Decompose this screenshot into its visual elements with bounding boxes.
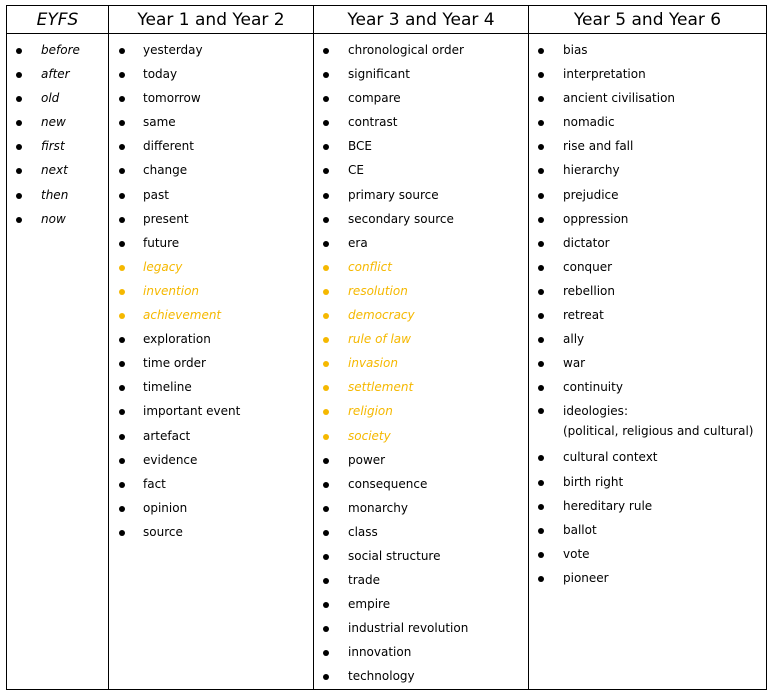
bullet-icon: [538, 241, 544, 247]
bullet-icon: [119, 482, 125, 488]
word-text: bias: [563, 43, 588, 57]
word-item: [314, 640, 528, 664]
word-item: [314, 62, 528, 86]
word-item: [314, 207, 528, 231]
word-text: artefact: [143, 428, 191, 443]
word-item: [109, 424, 313, 448]
word-text: timeline: [143, 380, 192, 395]
word-item: [529, 303, 766, 327]
word-item: [109, 399, 313, 423]
word-text: achievement: [143, 308, 222, 323]
word-item: [314, 399, 528, 423]
column-heading-year-3-4: Year 3 and Year 4: [314, 6, 529, 34]
word-text: same: [143, 115, 176, 130]
word-text: present: [143, 211, 189, 226]
word-item: [314, 544, 528, 568]
word-text: hereditary rule: [563, 498, 653, 513]
word-text: next: [41, 163, 68, 178]
word-text: conquer: [563, 259, 613, 274]
word-text: legacy: [143, 259, 183, 274]
word-text: hierarchy: [563, 163, 620, 178]
year-5-6-word-list: [529, 34, 766, 590]
word-item: [529, 445, 766, 469]
bullet-icon: [119, 48, 125, 54]
word-text: social structure: [348, 548, 441, 563]
word-item: [314, 351, 528, 375]
bullet-icon: [323, 48, 329, 54]
words-row: [7, 34, 767, 690]
column-heading-year-5-6: Year 5 and Year 6: [529, 6, 767, 34]
bullet-icon: [538, 576, 544, 582]
word-item: [529, 279, 766, 303]
bullet-icon: [538, 504, 544, 510]
word-item: [109, 472, 313, 496]
word-text: settlement: [348, 380, 414, 395]
word-text: resolution: [348, 283, 408, 298]
word-text: tomorrow: [143, 91, 201, 106]
word-text: war: [563, 356, 586, 371]
word-item: [109, 207, 313, 231]
word-text: future: [143, 235, 180, 250]
word-item: [529, 158, 766, 182]
bullet-icon: [119, 289, 125, 295]
word-item: [109, 448, 313, 472]
word-item: [529, 327, 766, 351]
word-item: [314, 255, 528, 279]
word-text: consequence: [348, 476, 428, 491]
word-text: empire: [348, 597, 391, 612]
word-text: important event: [143, 404, 241, 419]
bullet-icon: [323, 193, 329, 199]
word-text: ancient civilisation: [563, 91, 676, 106]
word-item: [109, 279, 313, 303]
word-text: after: [41, 67, 70, 82]
word-item: [109, 158, 313, 182]
column-heading-eyfs: EYFS: [7, 6, 109, 34]
bullet-icon: [323, 265, 329, 271]
bullet-icon: [538, 480, 544, 486]
bullet-icon: [119, 193, 125, 199]
bullet-icon: [119, 265, 125, 271]
bullet-icon: [119, 530, 125, 536]
bullet-icon: [538, 193, 544, 199]
word-text: innovation: [348, 645, 412, 660]
word-item: [7, 86, 108, 110]
word-text: BCE: [348, 139, 372, 154]
word-item: [314, 616, 528, 640]
word-item: [109, 231, 313, 255]
word-text: past: [143, 187, 169, 202]
column-heading-year-1-2: Year 1 and Year 2: [109, 6, 314, 34]
bullet-icon: [119, 506, 125, 512]
word-text: then: [41, 187, 69, 202]
word-item: [314, 231, 528, 255]
word-item: [314, 86, 528, 110]
word-item: [7, 110, 108, 134]
word-item: [529, 494, 766, 518]
word-text: democracy: [348, 308, 415, 323]
word-text: change: [143, 163, 188, 178]
word-text: yesterday: [143, 43, 203, 57]
eyfs-word-list: [7, 34, 108, 231]
word-item: [109, 38, 313, 62]
word-text: time order: [143, 356, 206, 371]
word-subtext: (political, religious and cultural): [563, 424, 754, 439]
bullet-icon: [16, 217, 22, 223]
word-text: technology: [348, 669, 415, 684]
bullet-icon: [538, 552, 544, 558]
word-item: [109, 375, 313, 399]
bullet-icon: [323, 554, 329, 560]
word-item: [314, 568, 528, 592]
word-item: [109, 255, 313, 279]
word-text: contrast: [348, 115, 398, 130]
bullet-icon: [119, 313, 125, 319]
word-text: CE: [348, 163, 364, 178]
vocabulary-sheet: [6, 5, 766, 685]
bullet-icon: [538, 265, 544, 271]
bullet-icon: [538, 48, 544, 54]
bullet-icon: [538, 217, 544, 223]
word-text: nomadic: [563, 115, 615, 130]
word-item: [314, 496, 528, 520]
word-text: dictator: [563, 235, 610, 250]
word-item: [314, 448, 528, 472]
eyfs-cell: [7, 34, 109, 690]
bullet-icon: [16, 48, 22, 54]
word-text: pioneer: [563, 570, 609, 585]
word-text: now: [41, 211, 66, 226]
word-text: trade: [348, 573, 380, 588]
word-item: [529, 207, 766, 231]
bullet-icon: [323, 434, 329, 440]
word-item: [109, 496, 313, 520]
word-text: first: [41, 139, 65, 154]
word-text: chronological order: [348, 43, 464, 57]
word-text: cultural context: [563, 450, 658, 465]
word-text: evidence: [143, 452, 198, 467]
word-text: birth right: [563, 474, 624, 489]
bullet-icon: [538, 528, 544, 534]
word-text: rebellion: [563, 283, 616, 298]
bullet-icon: [323, 506, 329, 512]
word-text: retreat: [563, 308, 604, 323]
word-item: [529, 110, 766, 134]
word-item: [314, 327, 528, 351]
word-text: old: [41, 91, 60, 106]
word-item: [529, 351, 766, 375]
word-item: [529, 470, 766, 494]
word-item: [529, 183, 766, 207]
word-item: [109, 351, 313, 375]
word-text: today: [143, 67, 178, 82]
word-item: [314, 279, 528, 303]
word-item: [529, 566, 766, 590]
bullet-icon: [323, 313, 329, 319]
word-item: [314, 134, 528, 158]
word-item: [529, 38, 766, 62]
word-item: [109, 303, 313, 327]
word-item: [109, 86, 313, 110]
word-text: significant: [348, 67, 410, 82]
word-text: new: [41, 115, 66, 130]
year-5-6-cell: [529, 34, 767, 690]
word-item: [314, 472, 528, 496]
year-3-4-cell: [314, 34, 529, 690]
word-text: power: [348, 452, 386, 467]
bullet-icon: [119, 434, 125, 440]
word-text: religion: [348, 404, 393, 419]
word-text: class: [348, 524, 378, 539]
bullet-icon: [323, 217, 329, 223]
word-text: society: [348, 428, 391, 443]
bullet-icon: [323, 289, 329, 295]
word-item: [7, 134, 108, 158]
word-item: [314, 38, 528, 62]
header-row: [7, 6, 767, 34]
bullet-icon: [538, 289, 544, 295]
word-text: exploration: [143, 332, 211, 347]
word-item: [314, 424, 528, 448]
word-text: industrial revolution: [348, 621, 469, 636]
word-item: [314, 664, 528, 688]
word-item: [529, 399, 766, 445]
bullet-icon: [323, 241, 329, 247]
word-text: vote: [563, 546, 590, 561]
word-text: era: [348, 235, 368, 250]
word-item: [314, 520, 528, 544]
word-text: conflict: [348, 259, 392, 274]
word-text: prejudice: [563, 187, 619, 202]
bullet-icon: [119, 241, 125, 247]
word-item: [314, 375, 528, 399]
word-text: ballot: [563, 522, 597, 537]
word-item: [529, 255, 766, 279]
word-item: [529, 134, 766, 158]
word-text: compare: [348, 91, 401, 106]
word-item: [529, 62, 766, 86]
word-item: [529, 375, 766, 399]
word-text: opinion: [143, 500, 188, 515]
word-item: [529, 231, 766, 255]
word-item: [314, 158, 528, 182]
year-1-2-word-list: [109, 34, 313, 544]
word-item: [109, 110, 313, 134]
year-3-4-word-list: [314, 34, 528, 689]
word-item: [7, 158, 108, 182]
word-item: [529, 86, 766, 110]
word-text: secondary source: [348, 211, 454, 226]
word-text: continuity: [563, 380, 623, 395]
word-item: [109, 327, 313, 351]
word-item: [7, 207, 108, 231]
word-item: [109, 183, 313, 207]
word-item: [314, 110, 528, 134]
bullet-icon: [16, 193, 22, 199]
word-text: ideologies:: [563, 404, 628, 419]
word-item: [529, 542, 766, 566]
word-text: rise and fall: [563, 139, 634, 154]
bullet-icon: [538, 313, 544, 319]
word-text: oppression: [563, 211, 629, 226]
word-text: fact: [143, 476, 166, 491]
word-item: [109, 134, 313, 158]
word-item: [314, 183, 528, 207]
bullet-icon: [119, 458, 125, 464]
word-item: [109, 520, 313, 544]
word-text: rule of law: [348, 332, 411, 347]
word-text: source: [143, 524, 183, 539]
word-text: invasion: [348, 356, 398, 371]
word-item: [7, 183, 108, 207]
bullet-icon: [323, 530, 329, 536]
word-item: [314, 592, 528, 616]
bullet-icon: [119, 217, 125, 223]
word-item: [314, 303, 528, 327]
bullet-icon: [323, 458, 329, 464]
word-text: interpretation: [563, 67, 646, 82]
word-item: [529, 518, 766, 542]
word-text: monarchy: [348, 500, 408, 515]
word-text: ally: [563, 332, 585, 347]
word-item: [7, 62, 108, 86]
word-text: invention: [143, 283, 200, 298]
bullet-icon: [323, 482, 329, 488]
word-item: [7, 38, 108, 62]
word-text: before: [41, 43, 80, 57]
word-text: different: [143, 139, 194, 154]
word-text: primary source: [348, 187, 439, 202]
year-1-2-cell: [109, 34, 314, 690]
word-item: [109, 62, 313, 86]
vocabulary-table: [6, 5, 767, 690]
